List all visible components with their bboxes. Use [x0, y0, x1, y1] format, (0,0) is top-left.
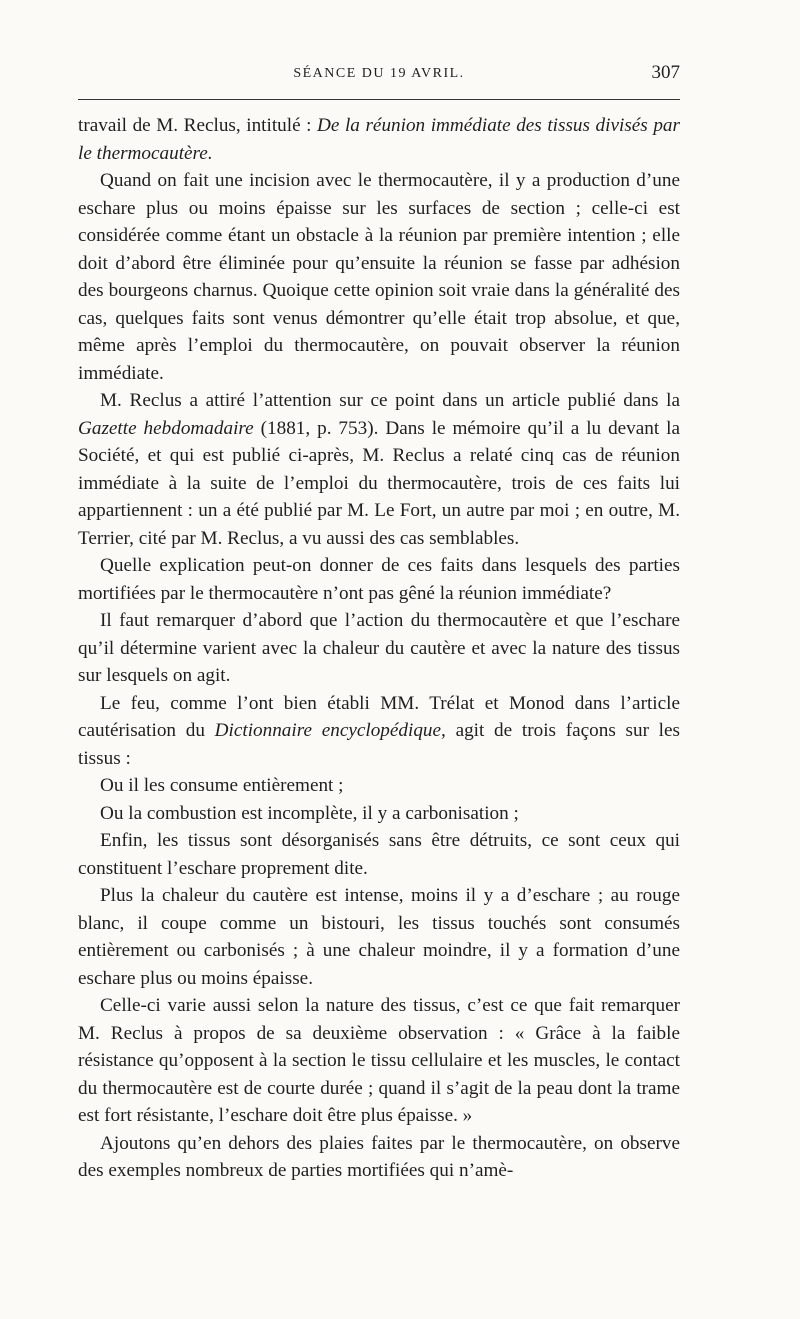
paragraph	[78, 772, 680, 800]
paragraph	[78, 387, 680, 552]
text-run: Ou il les consume entièrement ;	[100, 775, 344, 796]
text-run: Ajoutons qu’en dehors des plaies faites par le thermocautère, on observe des exemples nombreux de parties mortifiées qui n’amè-	[78, 1132, 680, 1181]
text-run: Quand on fait une incision avec le thermocautère, il y a production d’une eschare plus ou moins épaisse sur les surfaces de section ; celle-ci est considérée comme étant un obstacle à la réunion par première intention ; elle doit d’abord être éliminée pour qu’ensuite la réunion se fasse par adhésion des bourgeons charnus. Quoique cette opinion soit vraie dans la généralité des cas, quelques faits sont venus démontrer qu’elle était trop absolue, et que, même après l’emploi du thermocautère, on pouvait observer la réunion immédiate.	[78, 170, 680, 384]
text-run: Celle-ci varie aussi selon la nature des tissus, c’est ce que fait remarquer M. Reclus à propos de sa deuxième observation : « Grâce à la faible résistance qu’opposent à la section le tissu cellulaire et les muscles, le contact du thermocautère est de courte durée ; quand il s’agit de la peau dont la trame est fort résistante, l’eschare doit être plus épaisse. »	[78, 995, 680, 1126]
paragraph	[78, 690, 680, 773]
paragraph	[78, 827, 680, 882]
text-run: Le feu, comme l’ont bien établi MM. Trélat et Monod dans l’article cautérisation du	[78, 692, 680, 741]
paragraph	[78, 1130, 680, 1185]
page-number: 307	[651, 62, 680, 83]
text-run: travail de M. Reclus, intitulé :	[78, 115, 318, 136]
text-run: M. Reclus a attiré l’attention sur ce point dans un article publié dans la	[100, 390, 680, 411]
text-run: (1881, p. 753). Dans le mémoire qu’il a lu devant la Société, et qui est publié ci-après, M. Reclus a relaté cinq cas de réunion immédiate à la suite de l’emploi du thermocautère, trois de ces faits lui appartiennent : un a été publié par M. Le Fort, un autre par moi ; en outre, M. Terrier, cité par M. Reclus, a vu aussi des cas semblables.	[78, 417, 680, 549]
italic-title: Gazette hebdomadaire	[78, 417, 254, 439]
paragraph	[78, 552, 680, 607]
paragraph	[78, 992, 680, 1130]
paragraph	[78, 800, 680, 828]
italic-title: De la réunion immédiate des tissus divisés par le thermocautère.	[78, 115, 680, 164]
text-run: Enfin, les tissus sont désorganisés sans être détruits, ce sont ceux qui constituent l’eschare proprement dite.	[78, 830, 680, 879]
header-rule	[78, 99, 680, 100]
paragraph	[78, 167, 680, 387]
paragraph	[78, 882, 680, 992]
paragraph	[78, 112, 680, 167]
text-run: Ou la combustion est incomplète, il y a carbonisation ;	[100, 802, 519, 824]
paragraph	[78, 607, 680, 690]
body-text	[78, 112, 680, 1185]
italic-title: Dictionnaire encyclopédique,	[214, 720, 446, 741]
text-run: agit de trois façons sur les tissus :	[78, 720, 680, 769]
text-run: Quelle explication peut-on donner de ces faits dans lesquels des parties mortifiées par le thermocautère n’ont pas gêné la réunion immédiate?	[78, 555, 680, 604]
running-title: SÉANCE DU 19 AVRIL.	[293, 66, 465, 81]
text-run: Plus la chaleur du cautère est intense, moins il y a d’eschare ; au rouge blanc, il coupe comme un bistouri, les tissus touchés sont consumés entièrement ou carbonisés ; à une chaleur moindre, il y a formation d’une eschare plus ou moins épaisse.	[78, 885, 680, 989]
text-run: Il faut remarquer d’abord que l’action du thermocautère et que l’eschare qu’il détermine varient avec la chaleur du cautère et avec la nature des tissus sur lesquels on agit.	[78, 610, 680, 686]
page-header	[78, 64, 680, 88]
